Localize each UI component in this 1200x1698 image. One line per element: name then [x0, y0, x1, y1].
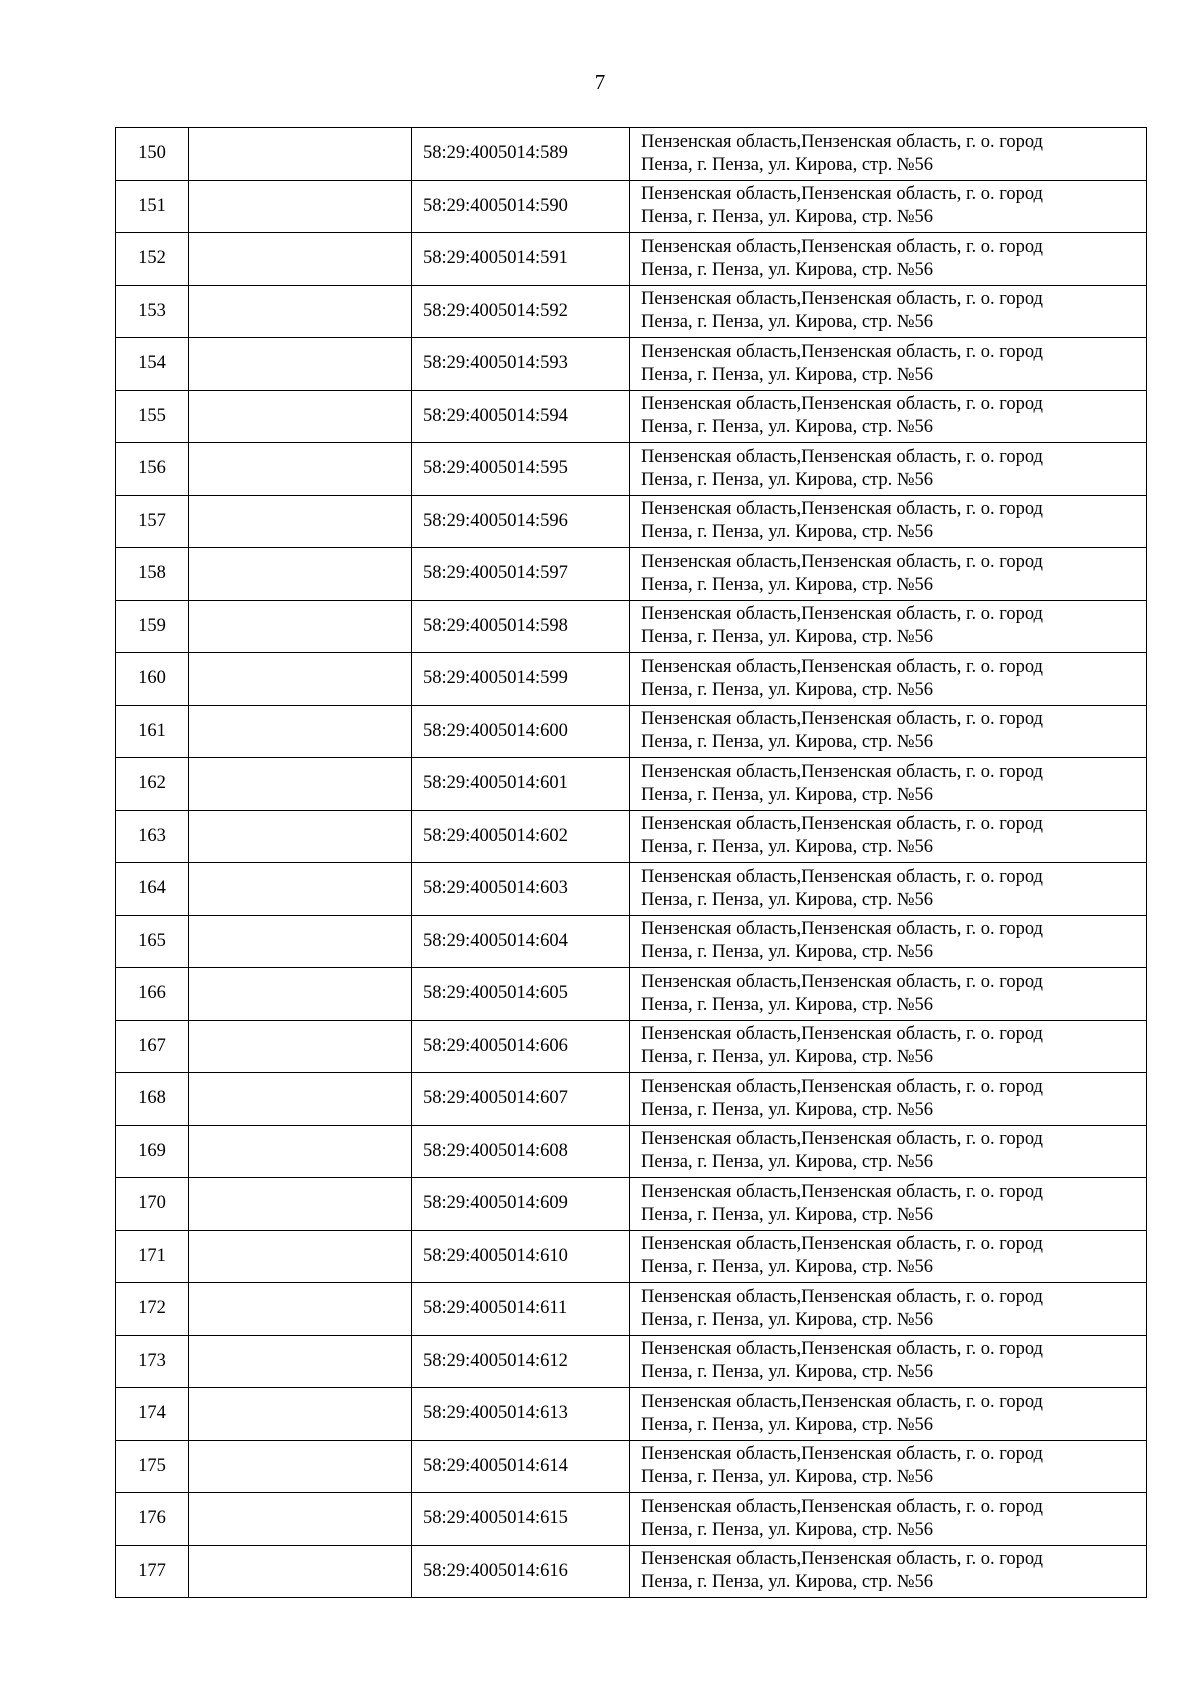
row-number-cell: 169	[116, 1125, 189, 1178]
table-row	[116, 443, 1147, 496]
address-line-2: Пенза, г. Пенза, ул. Кирова, стр. №56	[641, 1519, 934, 1540]
address-line-1: Пензенская область,Пензенская область, г. о. город	[641, 1129, 1043, 1150]
table-row	[116, 653, 1147, 706]
address-line-2: Пенза, г. Пенза, ул. Кирова, стр. №56	[641, 889, 934, 910]
address-line-2: Пенза, г. Пенза, ул. Кирова, стр. №56	[641, 837, 934, 858]
cadastral-number-cell: 58:29:4005014:591	[412, 233, 630, 286]
address-cell	[630, 653, 1147, 706]
cadastral-number-cell: 58:29:4005014:610	[412, 1230, 630, 1283]
row-number-cell: 175	[116, 1440, 189, 1493]
address-line-2: Пенза, г. Пенза, ул. Кирова, стр. №56	[641, 1152, 934, 1173]
address-line-1: Пензенская область,Пензенская область, г. о. город	[641, 1024, 1043, 1045]
address-line-2: Пенза, г. Пенза, ул. Кирова, стр. №56	[641, 312, 934, 333]
row-number-cell: 151	[116, 180, 189, 233]
address-line-2: Пенза, г. Пенза, ул. Кирова, стр. №56	[641, 154, 934, 175]
address-cell	[630, 285, 1147, 338]
address-cell	[630, 128, 1147, 181]
row-number-cell: 163	[116, 810, 189, 863]
cadastral-number-cell: 58:29:4005014:596	[412, 495, 630, 548]
address-line-2: Пенза, г. Пенза, ул. Кирова, стр. №56	[641, 469, 934, 490]
row-number-cell: 165	[116, 915, 189, 968]
table-row	[116, 1335, 1147, 1388]
row-number-cell: 152	[116, 233, 189, 286]
empty-cell	[189, 915, 412, 968]
cadastral-number-cell: 58:29:4005014:601	[412, 758, 630, 811]
row-number-cell: 164	[116, 863, 189, 916]
table-row	[116, 1178, 1147, 1231]
cadastral-number-cell: 58:29:4005014:612	[412, 1335, 630, 1388]
row-number-cell: 166	[116, 968, 189, 1021]
cadastral-number-cell: 58:29:4005014:616	[412, 1545, 630, 1598]
address-line-1: Пензенская область,Пензенская область, г. о. город	[641, 499, 1043, 520]
address-cell	[630, 1283, 1147, 1336]
empty-cell	[189, 1020, 412, 1073]
address-line-2: Пенза, г. Пенза, ул. Кирова, стр. №56	[641, 942, 934, 963]
address-line-1: Пензенская область,Пензенская область, г. о. город	[641, 341, 1043, 362]
table-body	[116, 128, 1147, 1598]
row-number-cell: 167	[116, 1020, 189, 1073]
empty-cell	[189, 863, 412, 916]
empty-cell	[189, 1283, 412, 1336]
address-line-1: Пензенская область,Пензенская область, г. о. город	[641, 1549, 1043, 1570]
cadastral-number-cell: 58:29:4005014:599	[412, 653, 630, 706]
table-row	[116, 758, 1147, 811]
address-line-2: Пенза, г. Пенза, ул. Кирова, стр. №56	[641, 1467, 934, 1488]
address-line-1: Пензенская область,Пензенская область, г. о. город	[641, 1181, 1043, 1202]
address-cell	[630, 443, 1147, 496]
row-number-cell: 176	[116, 1493, 189, 1546]
table-row	[116, 1283, 1147, 1336]
cadastral-number-cell: 58:29:4005014:593	[412, 338, 630, 391]
address-line-2: Пенза, г. Пенза, ул. Кирова, стр. №56	[641, 784, 934, 805]
empty-cell	[189, 1125, 412, 1178]
empty-cell	[189, 758, 412, 811]
address-line-2: Пенза, г. Пенза, ул. Кирова, стр. №56	[641, 417, 934, 438]
address-cell	[630, 1388, 1147, 1441]
empty-cell	[189, 1073, 412, 1126]
table-row	[116, 1020, 1147, 1073]
address-line-1: Пензенская область,Пензенская область, г. о. город	[641, 866, 1043, 887]
row-number-cell: 154	[116, 338, 189, 391]
row-number-cell: 172	[116, 1283, 189, 1336]
address-cell	[630, 810, 1147, 863]
address-line-2: Пенза, г. Пенза, ул. Кирова, стр. №56	[641, 207, 934, 228]
cadastral-number-cell: 58:29:4005014:614	[412, 1440, 630, 1493]
empty-cell	[189, 810, 412, 863]
address-cell	[630, 915, 1147, 968]
address-line-1: Пензенская область,Пензенская область, г. о. город	[641, 709, 1043, 730]
address-line-2: Пенза, г. Пенза, ул. Кирова, стр. №56	[641, 1414, 934, 1435]
empty-cell	[189, 285, 412, 338]
address-line-1: Пензенская область,Пензенская область, г. о. город	[641, 604, 1043, 625]
table-row	[116, 1440, 1147, 1493]
address-cell	[630, 1335, 1147, 1388]
address-line-1: Пензенская область,Пензенская область, г. о. город	[641, 184, 1043, 205]
address-cell	[630, 548, 1147, 601]
address-line-1: Пензенская область,Пензенская область, г. о. город	[641, 1339, 1043, 1360]
table-row	[116, 338, 1147, 391]
cadastral-number-cell: 58:29:4005014:603	[412, 863, 630, 916]
table-row	[116, 1545, 1147, 1598]
address-cell	[630, 968, 1147, 1021]
address-cell	[630, 1230, 1147, 1283]
row-number-cell: 162	[116, 758, 189, 811]
row-number-cell: 159	[116, 600, 189, 653]
table-row	[116, 285, 1147, 338]
cadastral-number-cell: 58:29:4005014:597	[412, 548, 630, 601]
address-cell	[630, 758, 1147, 811]
empty-cell	[189, 1388, 412, 1441]
empty-cell	[189, 705, 412, 758]
address-cell	[630, 1545, 1147, 1598]
address-line-1: Пензенская область,Пензенская область, г. о. город	[641, 236, 1043, 257]
table-row	[116, 128, 1147, 181]
address-cell	[630, 233, 1147, 286]
row-number-cell: 157	[116, 495, 189, 548]
address-line-2: Пенза, г. Пенза, ул. Кирова, стр. №56	[641, 364, 934, 385]
cadastral-number-cell: 58:29:4005014:609	[412, 1178, 630, 1231]
empty-cell	[189, 443, 412, 496]
address-line-1: Пензенская область,Пензенская область, г. о. город	[641, 761, 1043, 782]
cadastral-number-cell: 58:29:4005014:613	[412, 1388, 630, 1441]
address-line-2: Пенза, г. Пенза, ул. Кирова, стр. №56	[641, 1362, 934, 1383]
address-line-1: Пензенская область,Пензенская область, г. о. город	[641, 1286, 1043, 1307]
address-line-1: Пензенская область,Пензенская область, г. о. город	[641, 1391, 1043, 1412]
address-line-2: Пенза, г. Пенза, ул. Кирова, стр. №56	[641, 1047, 934, 1068]
empty-cell	[189, 495, 412, 548]
address-line-1: Пензенская область,Пензенская область, г. о. город	[641, 1234, 1043, 1255]
empty-cell	[189, 180, 412, 233]
cadastral-number-cell: 58:29:4005014:606	[412, 1020, 630, 1073]
table-row	[116, 968, 1147, 1021]
table-row	[116, 863, 1147, 916]
empty-cell	[189, 1493, 412, 1546]
cadastral-number-cell: 58:29:4005014:600	[412, 705, 630, 758]
cadastral-number-cell: 58:29:4005014:594	[412, 390, 630, 443]
cadastral-number-cell: 58:29:4005014:589	[412, 128, 630, 181]
address-line-1: Пензенская область,Пензенская область, г. о. город	[641, 656, 1043, 677]
table-row	[116, 1073, 1147, 1126]
table-row	[116, 1125, 1147, 1178]
address-cell	[630, 1440, 1147, 1493]
cadastral-number-cell: 58:29:4005014:590	[412, 180, 630, 233]
empty-cell	[189, 600, 412, 653]
address-cell	[630, 1073, 1147, 1126]
address-cell	[630, 495, 1147, 548]
empty-cell	[189, 128, 412, 181]
cadastral-registry-table	[115, 127, 1147, 1598]
row-number-cell: 153	[116, 285, 189, 338]
address-line-2: Пенза, г. Пенза, ул. Кирова, стр. №56	[641, 1099, 934, 1120]
address-line-2: Пенза, г. Пенза, ул. Кирова, стр. №56	[641, 1204, 934, 1225]
address-line-2: Пенза, г. Пенза, ул. Кирова, стр. №56	[641, 1257, 934, 1278]
table-row	[116, 1493, 1147, 1546]
address-cell	[630, 390, 1147, 443]
address-line-2: Пенза, г. Пенза, ул. Кирова, стр. №56	[641, 732, 934, 753]
empty-cell	[189, 1440, 412, 1493]
table-row	[116, 915, 1147, 968]
address-line-1: Пензенская область,Пензенская область, г. о. город	[641, 971, 1043, 992]
row-number-cell: 170	[116, 1178, 189, 1231]
page-number: 7	[594, 70, 606, 94]
empty-cell	[189, 338, 412, 391]
row-number-cell: 156	[116, 443, 189, 496]
address-cell	[630, 1493, 1147, 1546]
address-line-1: Пензенская область,Пензенская область, г. о. город	[641, 446, 1043, 467]
table-row	[116, 810, 1147, 863]
address-cell	[630, 1020, 1147, 1073]
empty-cell	[189, 968, 412, 1021]
empty-cell	[189, 390, 412, 443]
address-line-1: Пензенская область,Пензенская область, г. о. город	[641, 1444, 1043, 1465]
cadastral-number-cell: 58:29:4005014:598	[412, 600, 630, 653]
address-line-1: Пензенская область,Пензенская область, г. о. город	[641, 1496, 1043, 1517]
cadastral-number-cell: 58:29:4005014:605	[412, 968, 630, 1021]
empty-cell	[189, 548, 412, 601]
cadastral-number-cell: 58:29:4005014:611	[412, 1283, 630, 1336]
address-line-2: Пенза, г. Пенза, ул. Кирова, стр. №56	[641, 679, 934, 700]
cadastral-number-cell: 58:29:4005014:607	[412, 1073, 630, 1126]
row-number-cell: 155	[116, 390, 189, 443]
address-line-2: Пенза, г. Пенза, ул. Кирова, стр. №56	[641, 1309, 934, 1330]
empty-cell	[189, 1230, 412, 1283]
table-row	[116, 600, 1147, 653]
row-number-cell: 160	[116, 653, 189, 706]
address-line-1: Пензенская область,Пензенская область, г. о. город	[641, 814, 1043, 835]
row-number-cell: 177	[116, 1545, 189, 1598]
address-cell	[630, 863, 1147, 916]
address-line-2: Пенза, г. Пенза, ул. Кирова, стр. №56	[641, 1572, 934, 1593]
table-row	[116, 1230, 1147, 1283]
table-row	[116, 705, 1147, 758]
address-line-2: Пенза, г. Пенза, ул. Кирова, стр. №56	[641, 522, 934, 543]
address-line-2: Пенза, г. Пенза, ул. Кирова, стр. №56	[641, 574, 934, 595]
row-number-cell: 173	[116, 1335, 189, 1388]
empty-cell	[189, 1178, 412, 1231]
row-number-cell: 158	[116, 548, 189, 601]
empty-cell	[189, 1335, 412, 1388]
row-number-cell: 171	[116, 1230, 189, 1283]
cadastral-number-cell: 58:29:4005014:602	[412, 810, 630, 863]
table-row	[116, 548, 1147, 601]
empty-cell	[189, 653, 412, 706]
cadastral-number-cell: 58:29:4005014:608	[412, 1125, 630, 1178]
row-number-cell: 161	[116, 705, 189, 758]
empty-cell	[189, 1545, 412, 1598]
address-line-1: Пензенская область,Пензенская область, г. о. город	[641, 1076, 1043, 1097]
address-line-1: Пензенская область,Пензенская область, г. о. город	[641, 394, 1043, 415]
row-number-cell: 150	[116, 128, 189, 181]
address-line-1: Пензенская область,Пензенская область, г. о. город	[641, 551, 1043, 572]
address-cell	[630, 1178, 1147, 1231]
address-line-2: Пенза, г. Пенза, ул. Кирова, стр. №56	[641, 994, 934, 1015]
address-line-2: Пенза, г. Пенза, ул. Кирова, стр. №56	[641, 259, 934, 280]
address-line-1: Пензенская область,Пензенская область, г. о. город	[641, 131, 1043, 152]
row-number-cell: 168	[116, 1073, 189, 1126]
cadastral-number-cell: 58:29:4005014:604	[412, 915, 630, 968]
table-row	[116, 495, 1147, 548]
address-cell	[630, 338, 1147, 391]
address-line-1: Пензенская область,Пензенская область, г. о. город	[641, 289, 1043, 310]
address-cell	[630, 705, 1147, 758]
address-cell	[630, 1125, 1147, 1178]
cadastral-number-cell: 58:29:4005014:615	[412, 1493, 630, 1546]
cadastral-number-cell: 58:29:4005014:592	[412, 285, 630, 338]
table-row	[116, 233, 1147, 286]
table-row	[116, 390, 1147, 443]
empty-cell	[189, 233, 412, 286]
address-cell	[630, 600, 1147, 653]
address-cell	[630, 180, 1147, 233]
row-number-cell: 174	[116, 1388, 189, 1441]
cadastral-number-cell: 58:29:4005014:595	[412, 443, 630, 496]
address-line-1: Пензенская область,Пензенская область, г. о. город	[641, 919, 1043, 940]
address-line-2: Пенза, г. Пенза, ул. Кирова, стр. №56	[641, 627, 934, 648]
table-row	[116, 180, 1147, 233]
table-row	[116, 1388, 1147, 1441]
